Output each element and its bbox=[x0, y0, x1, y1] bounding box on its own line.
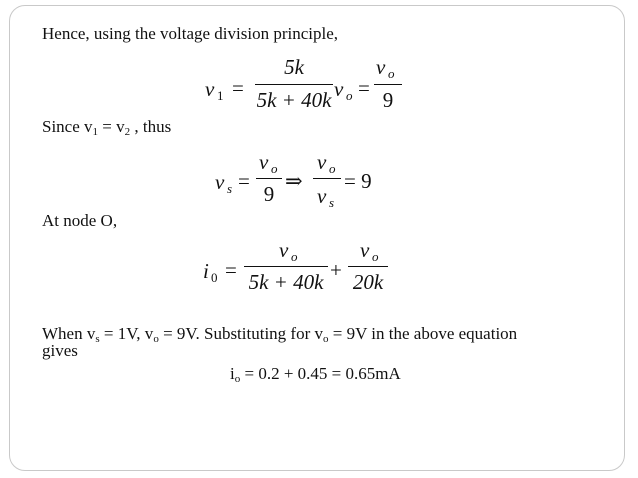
eq2-f2-den-var: v bbox=[317, 184, 327, 208]
eq2-f1-bar bbox=[256, 178, 282, 179]
eq3-f2-num-sub: o bbox=[372, 249, 379, 264]
eq3-f2-bar bbox=[348, 266, 388, 267]
result-s1: o bbox=[234, 373, 241, 385]
eq1-equals: = bbox=[232, 76, 244, 100]
when-d: = 9V in the above equation bbox=[328, 324, 518, 343]
since-sub1: 1 bbox=[92, 126, 99, 138]
eq3-f2-num-var: v bbox=[360, 238, 370, 262]
eq1-mid-sub: o bbox=[346, 88, 353, 103]
eq2-equals: = bbox=[238, 169, 250, 193]
node-text: At node O, bbox=[42, 211, 118, 230]
since-pre: Since v bbox=[42, 117, 93, 136]
when-b: = 1V, v bbox=[99, 324, 154, 343]
intro-text: Hence, using the voltage division principle, bbox=[42, 24, 339, 43]
eq2-f2-num-sub: o bbox=[329, 161, 336, 176]
eq1-mid-var: v bbox=[334, 77, 344, 101]
eq1-frac1-bar bbox=[255, 84, 333, 85]
since-mid: = v bbox=[98, 117, 125, 136]
eq1-lhs-var: v bbox=[205, 77, 215, 101]
eq1-frac1-den: 5k + 40k bbox=[256, 88, 332, 112]
eq3-f1-num-var: v bbox=[279, 238, 289, 262]
implies-arrow: ⇒ bbox=[285, 169, 303, 193]
eq3-equals: = bbox=[225, 258, 237, 282]
since-text bbox=[42, 117, 171, 142]
gives-text: gives bbox=[42, 341, 78, 360]
when-text bbox=[42, 324, 517, 349]
eq2-f2-num-var: v bbox=[317, 150, 327, 174]
eq1-frac1-num: 5k bbox=[284, 55, 304, 79]
eq3-lhs-var: i bbox=[203, 259, 209, 283]
eq3-f1-num-sub: o bbox=[291, 249, 298, 264]
eq2-f2-bar bbox=[313, 178, 341, 179]
eq3-f1-den: 5k + 40k bbox=[248, 270, 324, 294]
result-text bbox=[230, 364, 401, 389]
when-a: When v bbox=[42, 324, 96, 343]
eq3-plus: + bbox=[330, 258, 342, 282]
when-c: = 9V. Substituting for v bbox=[158, 324, 323, 343]
eq1-frac2-num-var: v bbox=[376, 55, 386, 79]
eq3-lhs-sub: 0 bbox=[211, 270, 218, 285]
when-s1: s bbox=[95, 333, 100, 345]
eq2-f1-num-var: v bbox=[259, 150, 269, 174]
result-b: = 0.2 + 0.45 = 0.65mA bbox=[240, 364, 401, 383]
eq2-f1-den: 9 bbox=[263, 182, 275, 206]
eq2-rhs: = 9 bbox=[344, 169, 372, 193]
eq1-lhs-sub: 1 bbox=[217, 88, 224, 103]
eq3-f1-bar bbox=[244, 266, 328, 267]
result-a: i bbox=[230, 364, 235, 383]
eq1-frac2-den: 9 bbox=[382, 88, 394, 112]
eq3-f2-den: 20k bbox=[352, 270, 384, 294]
eq2-f2-den-sub: s bbox=[329, 195, 335, 210]
when-s3: o bbox=[323, 333, 329, 345]
eq1-equals-2: = bbox=[358, 76, 370, 100]
when-s2: o bbox=[153, 333, 159, 345]
eq2-f1-num-sub: o bbox=[271, 161, 278, 176]
eq2-lhs-sub: s bbox=[227, 181, 233, 196]
eq2-lhs-var: v bbox=[215, 170, 225, 194]
since-post: , thus bbox=[130, 117, 172, 136]
since-sub2: 2 bbox=[124, 126, 131, 138]
eq1-frac2-bar bbox=[374, 84, 402, 85]
eq1-frac2-num-sub: o bbox=[388, 66, 395, 81]
